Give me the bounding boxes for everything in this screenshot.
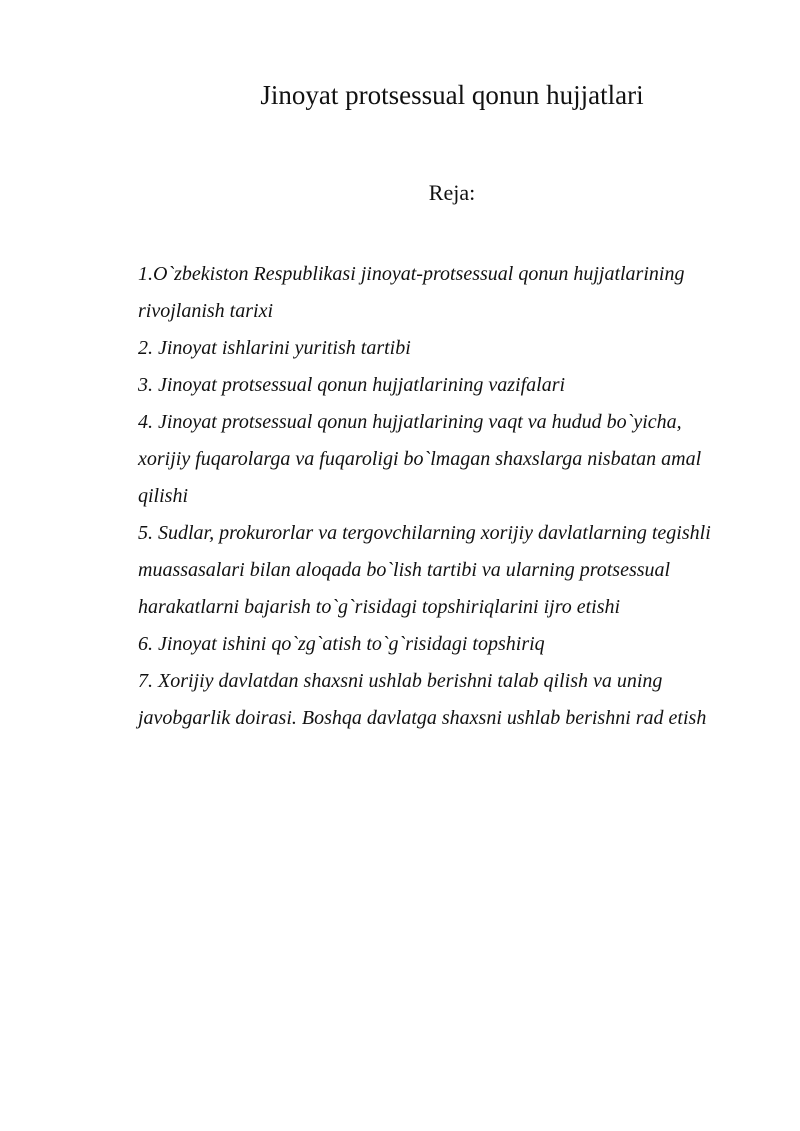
plan-list	[138, 256, 738, 737]
document-title: Jinoyat protsessual qonun hujjatlari	[260, 80, 644, 110]
plan-item-3: 3. Jinoyat protsessual qonun hujjatlarining vazifalari	[138, 374, 566, 396]
plan-item-6: 6. Jinoyat ishini qo`zg`atish to`g`risidagi topshiriq	[138, 633, 545, 655]
plan-item-5: 5. Sudlar, prokurorlar va tergovchilarning xorijiy davlatlarning tegishli muassasalari bilan aloqada bo`lish tartibi va ularning protsessual harakatlarni bajarish to`g`risidagi topshiriqlarini ijro etishi	[138, 522, 711, 618]
plan-item-7: 7. Xorijiy davlatdan shaxsni ushlab berishni talab qilish va uning javobgarlik doirasi. Boshqa davlatga shaxsni ushlab berishni rad etish	[138, 670, 707, 729]
plan-item-4: 4. Jinoyat protsessual qonun hujjatlarining vaqt va hudud bo`yicha, xorijiy fuqarolarga va fuqaroligi bo`lmagan shaxslarga nisbatan amal qilishi	[138, 411, 702, 507]
plan-item-1: 1.O`zbekiston Respublikasi jinoyat-protsessual qonun hujjatlarining rivojlanish tarixi	[138, 263, 685, 322]
plan-heading: Reja:	[428, 180, 476, 205]
plan-item-2: 2. Jinoyat ishlarini yuritish tartibi	[138, 337, 411, 359]
